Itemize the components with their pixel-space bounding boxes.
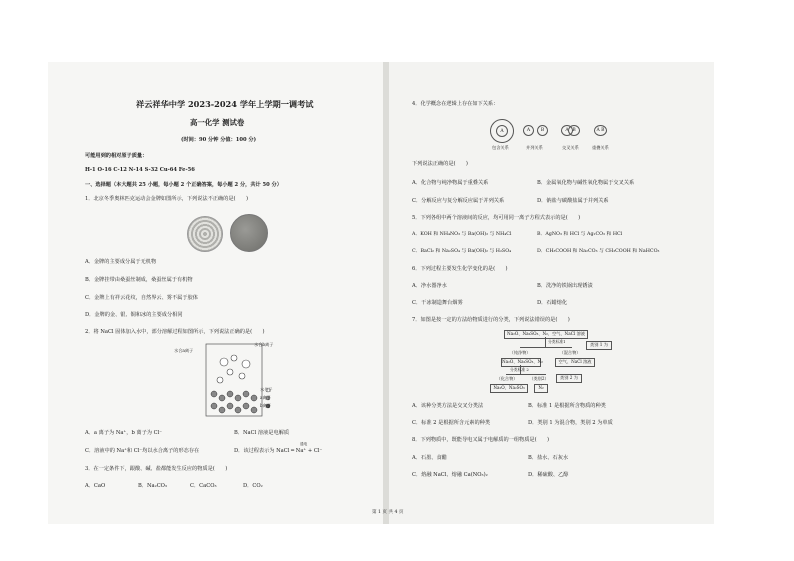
q8-option-c: C．熔融 NaCl、熔融 Ca(NO₃)₂ [412, 472, 488, 478]
label-water: 水分子 [260, 387, 273, 392]
question-2: 2．将 NaCl 固体加入水中，部分溶解过程如图所示，下列说法正确的是( ) [85, 329, 265, 335]
q4-stem: 下列说法正确的是( ) [412, 161, 468, 167]
label-a-ion: a离子 [260, 395, 271, 400]
label-b-ion: b离子 [260, 403, 272, 408]
exam-title: 祥云祥华中学 2023-2024 学年上学期一调考试 [136, 99, 314, 109]
section-heading: 一、选择题（本大题共 25 小题，每小题 2 个正确答案，每小题 2 分，共计 50 分） [85, 182, 282, 188]
tree-mixture-box: 空气、NaCl 溶液 [555, 358, 595, 367]
q5-option-a: A．KOH 和 NH₄NO₃ 与 Ba(OH)₂ 与 NH₄Cl [412, 232, 512, 237]
time-score: (时间：90 分钟 分值：100 分) [181, 137, 257, 143]
rel-label-include: 包含关系 [492, 145, 509, 150]
q8-option-d: D．稀硫酸、乙醇 [528, 472, 569, 478]
page-footer: 第 1 页 共 4 页 [372, 510, 404, 515]
q6-option-d: D．石蜡熔化 [537, 300, 568, 306]
exam-subtitle: 高一化学 测试卷 [190, 118, 245, 127]
q5-option-d: D．CH₃COOH 和 Na₂CO₃ 与 CH₃COOH 和 NaHCO₃ [537, 249, 660, 254]
q2-option-b: B．NaCl 溶液是电解质 [234, 430, 290, 436]
q1-option-a: A．金牌的主要成分属于无机物 [85, 259, 157, 265]
tree-pure-label: （纯净物） [506, 350, 534, 356]
q7-option-a: A．该种分类方法是交叉分类法 [412, 403, 484, 409]
tree-category-1-box: 类别 1 为 [586, 341, 612, 350]
rel-label-overlap: 重叠关系 [592, 145, 609, 150]
left-exam-page [48, 62, 383, 524]
q2-condition: 通电 [300, 442, 308, 446]
q6-option-c: C．干冰制造舞台烟雾 [412, 300, 463, 306]
tree-mixture-label: （混合物） [556, 350, 584, 356]
tree-root-box: Na₂O、Na₂SO₃、N₂、空气、NaCl 溶液 [504, 330, 588, 339]
tree-n2-box: N₂ [534, 384, 548, 393]
tree-pure-box: Na₂O、Na₂SO₃、N₂ [501, 358, 541, 367]
tree-compound-label: （化合物） [496, 376, 518, 381]
question-3: 3．在一定条件下，跟酸、碱、盐都能发生反应的物质是( ) [85, 466, 228, 472]
question-7: 7．如图是按一定的方法给物质进行的分类，下列说法错误的是( ) [412, 317, 570, 323]
q3-option-d: D．CO₂ [243, 483, 263, 489]
q1-option-c: C．金牌上有祥云花纹，自然界云、雾不属于胶体 [85, 295, 198, 301]
parallel-relation-icon: A [523, 125, 534, 136]
rel-label-cross: 交叉关系 [562, 145, 579, 150]
q4-option-d: D．钠盐与碳酸盐属于并列关系 [537, 198, 609, 204]
q1-option-b: B．金牌挂带由桑蚕丝制成，桑蚕丝属于有机物 [85, 277, 193, 283]
question-4: 4．化学概念在逻辑上存在如下关系： [412, 101, 499, 107]
q3-option-c: C．CaCO₃ [190, 483, 217, 489]
q6-option-b: B．洗净的铁锅出现锈渍 [537, 283, 593, 289]
q7-option-b: B．标准 1 是根据所含物质的种类 [528, 403, 606, 409]
atomic-masses: H-1 O-16 C-12 N-14 S-32 Cu-64 Fe-56 [85, 167, 195, 173]
gold-medal-back-image [230, 214, 268, 252]
q2-option-c: C．溶液中的 Na⁺和 Cl⁻均以水合离子的形态存在 [85, 448, 200, 454]
q2-option-d: D．该过程表示为 NaCl ═ Na⁺ + Cl⁻ [234, 448, 323, 454]
tree-category-2-box: 类别 2 为 [556, 374, 582, 383]
q6-option-a: A．净水器净水 [412, 283, 447, 289]
q4-option-a: A．化合物与纯净物属于重叠关系 [412, 180, 489, 186]
rel-label-parallel: 并列关系 [526, 145, 543, 150]
tree-standard-1: 分类标准1 [548, 339, 566, 344]
q5-option-b: B．AgNO₃ 和 HCl 与 Ag₂CO₃ 和 HCl [537, 232, 623, 237]
overlap-relation-icon: A B [594, 125, 607, 136]
cross-relation-icon: A [561, 125, 573, 136]
q8-option-b: B．盐水、石灰水 [528, 455, 569, 461]
question-8: 8．下列物质中，既能导电又属于电解质的一组物质是( ) [412, 437, 550, 443]
atomic-mass-heading: 可能用到的相对原子质量： [85, 153, 148, 159]
question-5: 5．下列各组中两个溶液间的反应，均可用同一离子方程式表示的是( ) [412, 215, 581, 221]
label-hydrated-a: 水合a离子 [174, 348, 194, 353]
gold-medal-front-image [187, 216, 223, 252]
q5-option-c: C．BaCl₂ 和 Na₂SO₄ 与 Ba(OH)₂ 与 H₂SO₄ [412, 249, 512, 254]
q7-option-d: D．类别 1 为混合物，类别 2 为单质 [528, 420, 613, 426]
label-hydrated-b: 水合b离子 [254, 342, 274, 347]
q2-option-a: A．a 离子为 Na⁺，b 离子为 Cl⁻ [85, 430, 162, 436]
q7-option-c: C．标准 2 是根据所含元素的种类 [412, 420, 491, 426]
q4-option-b: B．金属氧化物与碱性氧化物属于交叉关系 [537, 180, 635, 186]
q3-option-a: A．CaO [85, 483, 106, 489]
question-1: 1．北京冬季奥林匹克运动会金牌如图所示，下列说法不正确的是( ) [85, 196, 248, 202]
q4-option-c: C．分解反应与复分解反应属于并列关系 [412, 198, 505, 204]
q1-option-d: D．金牌的金、银、铜和冰的主要成分相同 [85, 312, 183, 318]
question-6: 6．下列过程主要发生化学变化的是( ) [412, 266, 508, 272]
tree-standard-2: 分类标准 2 [510, 367, 529, 372]
tree-category-2-label: （类别2） [527, 376, 551, 382]
q8-option-a: A．石墨、食醋 [412, 455, 447, 461]
tree-compound-box: Na₂O、Na₂SO₃ [490, 384, 528, 393]
q3-option-b: B．Na₂CO₃ [138, 483, 168, 489]
